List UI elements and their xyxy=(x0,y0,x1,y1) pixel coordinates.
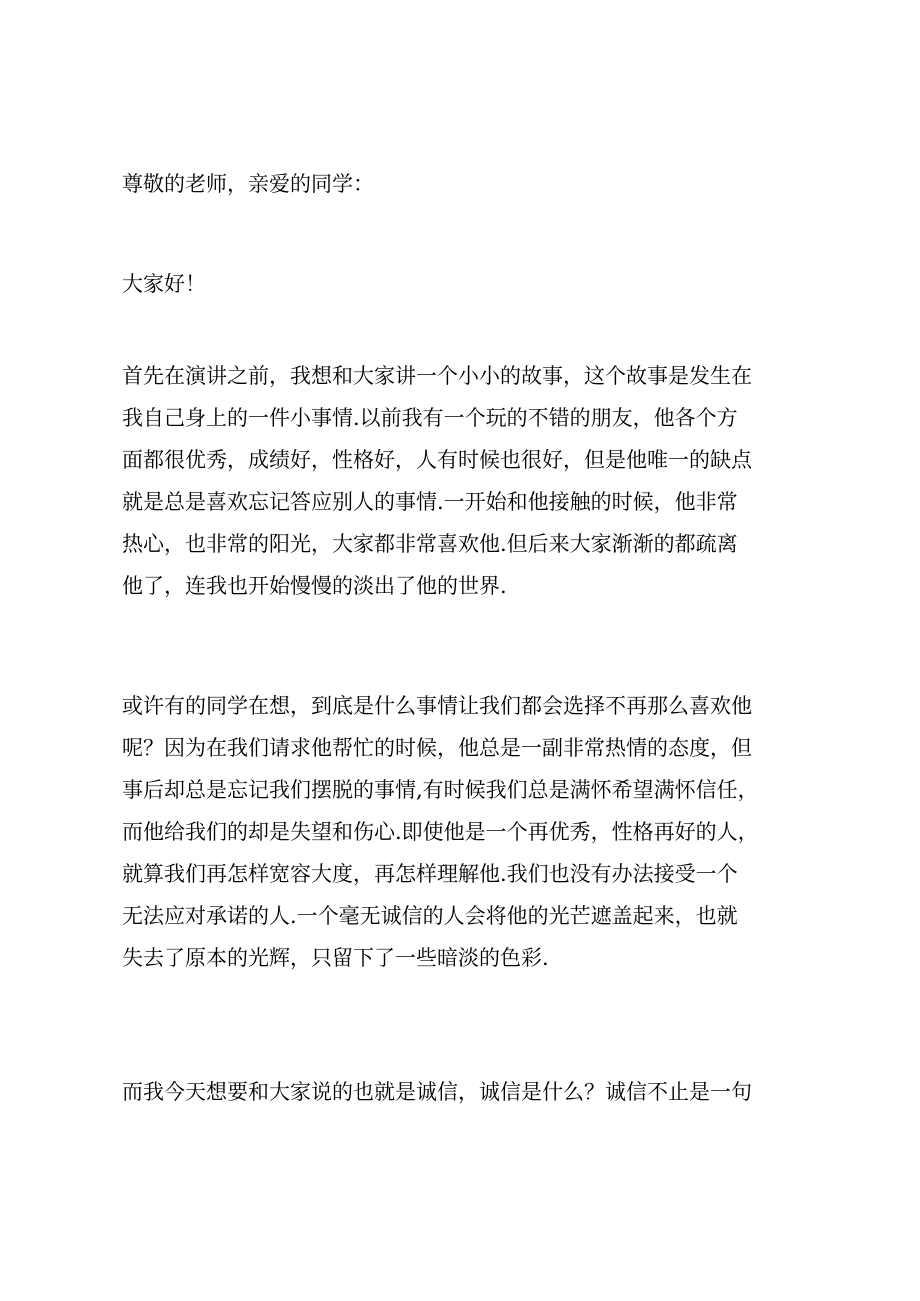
text-line: 面都很优秀，成绩好，性格好，人有时候也很好，但是他唯一的缺点 xyxy=(122,448,752,472)
text-line: 就是总是喜欢忘记答应别人的事情.一开始和他接触的时候，他非常 xyxy=(122,490,738,514)
text-line: 呢？因为在我们请求他帮忙的时候，他总是一副非常热情的态度，但 xyxy=(122,736,752,760)
salutation xyxy=(122,163,374,205)
text-line: 失去了原本的光辉，只留下了一些暗淡的色彩. xyxy=(122,946,549,970)
text-line: 大家好！ xyxy=(122,272,206,296)
text-line: 而我今天想要和大家说的也就是诚信，诚信是什么？诚信不止是一句 xyxy=(122,1080,752,1104)
text-line: 首先在演讲之前，我想和大家讲一个小小的故事，这个故事是发生在 xyxy=(122,364,752,388)
paragraph-3 xyxy=(122,1071,752,1113)
text-line: 就算我们再怎样宽容大度，再怎样理解他.我们也没有办法接受一个 xyxy=(122,862,738,886)
text-line: 尊敬的老师，亲爱的同学： xyxy=(122,172,374,196)
paragraph-1 xyxy=(122,355,752,607)
paragraph-2 xyxy=(122,685,759,979)
text-line: 我自己身上的一件小事情.以前我有一个玩的不错的朋友，他各个方 xyxy=(122,406,738,430)
text-line: 他了，连我也开始慢慢的淡出了他的世界. xyxy=(122,574,507,598)
text-line: 热心，也非常的阳光，大家都非常喜欢他.但后来大家渐渐的都疏离 xyxy=(122,532,738,556)
text-line: 或许有的同学在想，到底是什么事情让我们都会选择不再那么喜欢他 xyxy=(122,694,752,718)
text-line: 而他给我们的却是失望和伤心.即使他是一个再优秀，性格再好的人， xyxy=(122,820,759,844)
text-line: 无法应对承诺的人.一个毫无诚信的人会将他的光芒遮盖起来，也就 xyxy=(122,904,738,928)
text-line: 事后却总是忘记我们摆脱的事情,有时候我们总是满怀希望满怀信任， xyxy=(122,778,759,802)
greeting xyxy=(122,263,206,305)
